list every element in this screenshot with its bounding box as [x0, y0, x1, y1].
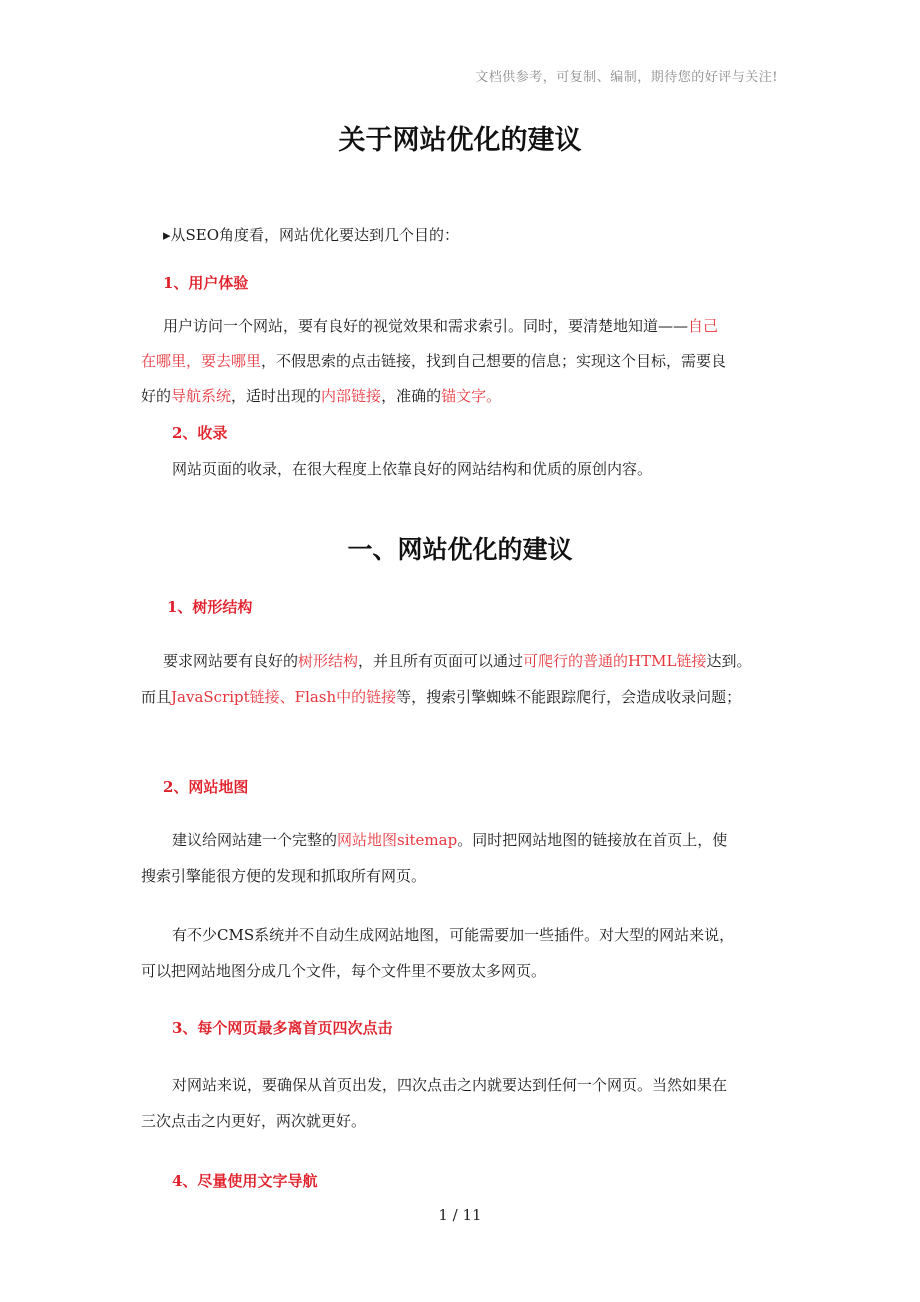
- section-heading-sitemap: 2、网站地图: [163, 778, 249, 796]
- paragraph-line: 用户访问一个网站，要有良好的视觉效果和需求索引。同时，要清楚地知道——自己: [163, 317, 719, 335]
- section-heading-tree-structure: 1、树形结构: [167, 598, 253, 616]
- section-heading-text-navigation: 4、尽量使用文字导航: [172, 1172, 318, 1190]
- paragraph-line: 而且JavaScript链接、Flash中的链接等，搜索引擎蜘蛛不能跟踪爬行，会造成收录问题；: [141, 688, 742, 706]
- paragraph-line: 三次点击之内更好，两次就更好。: [141, 1112, 367, 1130]
- paragraph-line: 对网站来说，要确保从首页出发，四次点击之内就要达到任何一个网页。当然如果在: [172, 1076, 728, 1094]
- document-title: 关于网站优化的建议: [338, 125, 582, 156]
- section-heading-user-experience: 1、用户体验: [163, 274, 249, 292]
- paragraph-line: 在哪里，要去哪里，不假思索的点击链接，找到自己想要的信息；实现这个目标，需要良: [141, 352, 727, 370]
- paragraph-line: 要求网站要有良好的树形结构，并且所有页面可以通过可爬行的普通的HTML链接达到。: [163, 652, 752, 670]
- paragraph-line: 好的导航系统，适时出现的内部链接，准确的锚文字。: [141, 387, 502, 405]
- intro-line: ▸从SEO角度看，网站优化要达到几个目的：: [163, 226, 460, 244]
- section-heading-indexing: 2、收录: [172, 424, 228, 442]
- paragraph-line: 有不少CMS系统并不自动生成网站地图，可能需要加一些插件。对大型的网站来说，: [172, 926, 735, 944]
- header-note: 文档供参考，可复制、编制，期待您的好评与关注!: [475, 70, 778, 85]
- paragraph-line: 可以把网站地图分成几个文件，每个文件里不要放太多网页。: [141, 962, 547, 980]
- paragraph-line: 搜索引擎能很方便的发现和抓取所有网页。: [141, 867, 427, 885]
- paragraph-line: 建议给网站建一个完整的网站地图sitemap。同时把网站地图的链接放在首页上，使: [172, 831, 728, 849]
- paragraph-line: 网站页面的收录，在很大程度上依靠良好的网站结构和优质的原创内容。: [172, 460, 653, 478]
- page-number: 1 / 11: [438, 1206, 482, 1224]
- section-heading-four-clicks: 3、每个网页最多离首页四次点击: [172, 1019, 393, 1037]
- part-heading: 一、网站优化的建议: [347, 535, 573, 564]
